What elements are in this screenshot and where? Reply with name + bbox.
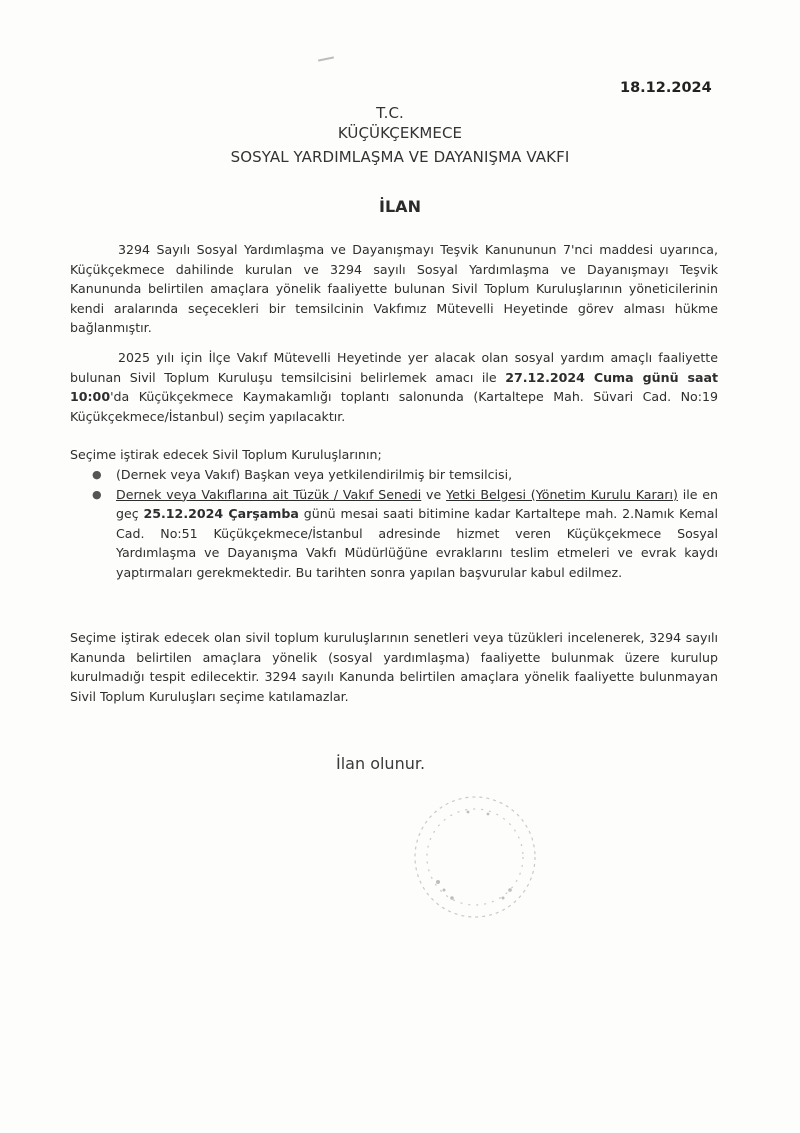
paragraph-eligibility: Seçime iştirak edecek olan sivil toplum kuruluşlarının senetleri veya tüzükleri incelenerek, 3294 sayılı Kanunda belirtilen amaçlara yönelik (sosyal yardımlaşma) faaliyette bulunmak üzere kurulup kurulmadığı tespit edilecektir. 3294 sayılı Kanunda belirtilen amaçlara yönelik faaliyette bulunmayan Sivil Toplum Kuruluşları seçime katılamazlar. <box>70 630 718 704</box>
paragraph-legal-basis: 3294 Sayılı Sosyal Yardımlaşma ve Dayanışmayı Teşvik Kanununun 7'nci maddesi uyarınca, Küçükçekmece dahilinde kurulan ve 3294 sayılı Sosyal Yardımlaşma ve Dayanışmayı Teşvik Kanununda belirtilen amaçlara yönelik faaliyette bulunan Sivil Toplum Kuruluşlarının yöneticilerinin kendi aralarında seçecekleri bir temsilcinin Vakfımız Mütevelli Heyetinde görev alması hükme bağlanmıştır. <box>70 242 718 335</box>
closing-statement: İlan olunur. <box>336 754 426 773</box>
requirement-deadline-text: ile en geç <box>116 486 719 521</box>
requirement-submission-text: günü mesai saati bitimine kadar Kartaltepe mah. 2.Namık Kemal Cad. No:51 Küçükçekmece/İstanbul adresinde hizmet veren Küçükçekmece Sosyal Yardımlaşma ve Dayanışma Vakfı Müdürlüğüne evraklarını teslim etmeleri ve evrak kaydı yaptırmaları gerekmektedir. Bu tarihten sonra yapılan başvurular kabul edilmez. <box>116 506 718 580</box>
requirement-representative: (Dernek veya Vakıf) Başkan veya yetkilendirilmiş bir temsilcisi, <box>116 467 513 482</box>
requirement-statute-doc: Dernek veya Vakıflarına ait Tüzük / Vakıf Senedi <box>116 486 422 502</box>
official-seal-stamp <box>408 790 543 925</box>
header-country: T.C. <box>376 104 404 122</box>
requirement-item <box>92 465 718 485</box>
requirement-deadline-date: 25.12.2024 Çarşamba <box>143 506 299 521</box>
document-title: İLAN <box>379 197 421 216</box>
requirement-authorization-doc: Yetki Belgesi (Yönetim Kurulu Kararı) <box>446 486 678 502</box>
election-location-text: 'da Küçükçekmece Kaymakamlığı toplantı salonunda (Kartaltepe Mah. Süvari Cad. No:19 Küçükçekmece/İstanbul) seçim yapılacaktır. <box>70 389 718 424</box>
election-info-text: 2025 yılı için İlçe Vakıf Mütevelli Heyetinde yer alacak olan sosyal yardım amaçlı faaliyette bulunan Sivil Toplum Kuruluşu temsilcisini belirlemek amacı ile <box>70 350 718 385</box>
scan-artifact <box>318 56 334 61</box>
election-date-time: 27.12.2024 Cuma günü saat 10:00 <box>70 369 718 404</box>
paragraph-requirements-intro: Seçime iştirak edecek Sivil Toplum Kuruluşlarının; <box>70 447 382 462</box>
header-foundation: SOSYAL YARDIMLAŞMA VE DAYANIŞMA VAKFI <box>230 148 570 166</box>
requirement-connector: ve <box>421 486 447 502</box>
requirements-list <box>92 465 718 582</box>
paragraph-election-info <box>70 348 718 426</box>
bullet-icon: ● <box>92 487 102 501</box>
bullet-icon: ● <box>92 468 102 481</box>
requirement-item <box>92 485 718 583</box>
header-district: KÜÇÜKÇEKMECE <box>337 124 463 142</box>
document-date: 18.12.2024 <box>620 80 712 96</box>
